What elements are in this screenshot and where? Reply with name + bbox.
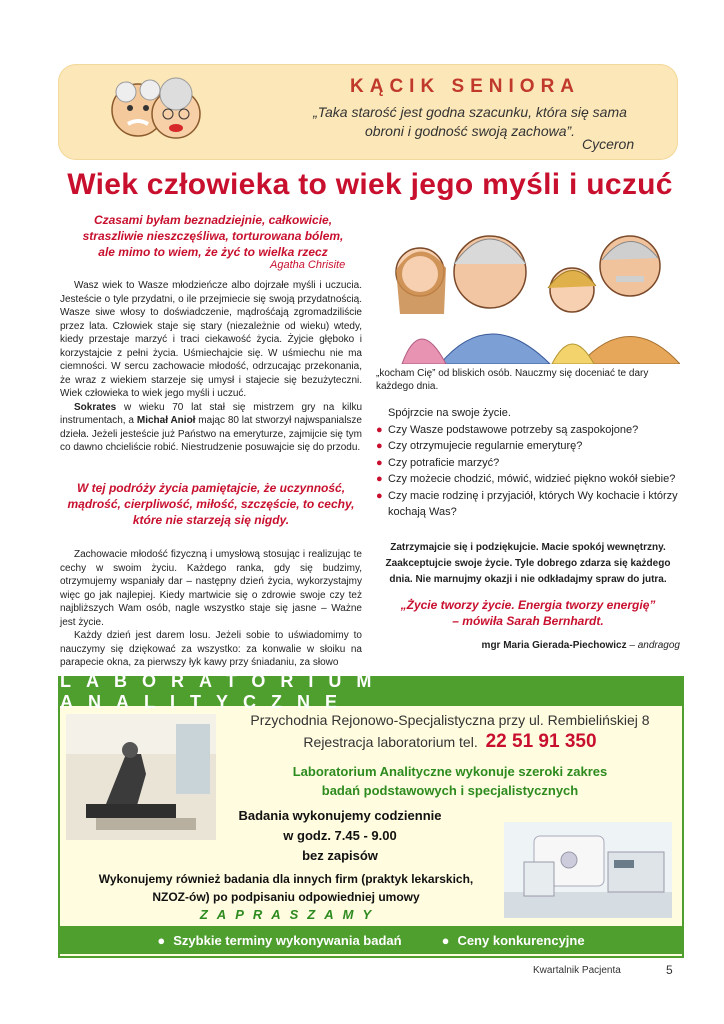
intro-quote bbox=[60, 212, 366, 260]
list-item bbox=[376, 438, 678, 455]
illustration-caption: „kocham Cię” od bliskich osób. Nauczmy się doceniać te dary każdego dnia. bbox=[376, 368, 649, 392]
article-column-top bbox=[60, 279, 362, 455]
intro-quote-line: ale mimo to wiem, że żyć to wielka rzecz bbox=[98, 245, 328, 259]
header-quote-line: obroni i godność swoją zachowa”. bbox=[364, 123, 576, 139]
question-text: Czy macie rodzinę i przyjaciół, których Wy kochacie i którzy kochają Was? bbox=[388, 489, 678, 518]
question-text: Czy możecie chodzić, mówić, widzieć piękno wokół siebie? bbox=[388, 473, 676, 485]
registration-label: Rejestracja laboratorium tel. bbox=[303, 734, 478, 750]
lab-registration bbox=[230, 731, 670, 753]
microscope-photo-icon bbox=[66, 714, 216, 840]
paragraph: Każdy dzień jest darem losu. Jeżeli sobie to uświadomimy to nauczymy się dziękować za wszystko: za konwalie w słoiku na parapecie okna, za pierwszy łyk kawy przy śniadaniu, za słowo bbox=[60, 630, 362, 668]
list-item bbox=[376, 471, 678, 488]
intro-quote-author: Agatha Chrisite bbox=[270, 259, 346, 271]
bernhardt-quote-line: „Życie tworzy życie. Energia tworzy energię” bbox=[400, 598, 656, 612]
phone-number: 22 51 91 350 bbox=[485, 731, 597, 752]
lab-equipment-photo-icon bbox=[504, 822, 672, 918]
lab-other-line: NZOZ-ów) po podpisaniu odpowiedniej umowy bbox=[152, 890, 420, 904]
person-name: Sokrates bbox=[74, 401, 117, 413]
bullet-icon: ● bbox=[376, 489, 383, 502]
bullet-icon: ● bbox=[376, 473, 383, 485]
lab-invite: ZAPRASZAMY bbox=[199, 907, 381, 922]
lab-other-line: Wykonujemy również badania dla innych firm (praktyk lekarskich, bbox=[98, 872, 474, 886]
author-signature bbox=[376, 640, 680, 651]
intro-quote-line: straszliwie nieszczęśliwa, torturowana bólem, bbox=[82, 229, 344, 243]
closing-line: dnia. Nie marnujmy okazji i nie odkładajmy spraw do jutra. bbox=[389, 574, 667, 585]
header-quote-author: Cyceron bbox=[582, 136, 635, 152]
lab-header: LABORATORIUM ANALITYCZNE bbox=[60, 678, 682, 706]
highlight-quote-line: W tej podróży życia pamiętajcie, że uczynność, bbox=[76, 481, 346, 495]
bullet-icon: ● bbox=[157, 932, 166, 948]
question-text: Czy potraficie marzyć? bbox=[388, 456, 500, 469]
lab-footer-text: Szybkie terminy wykonywania badań bbox=[173, 932, 402, 948]
bullet-icon: ● bbox=[376, 440, 383, 452]
lab-footer-item bbox=[442, 933, 585, 948]
lab-footer bbox=[60, 926, 682, 954]
questions-intro: Spójrzcie na swoje życie. bbox=[388, 407, 511, 419]
bernhardt-quote bbox=[376, 597, 680, 629]
article-column-bottom bbox=[60, 548, 362, 670]
person-name: Michał Anioł bbox=[136, 415, 196, 426]
article-title: Wiek człowieka to wiek jego myśli i uczuć bbox=[67, 168, 673, 201]
list-item bbox=[376, 422, 678, 439]
paragraph: Zachowacie młodość fizyczną i umysłową stosując i realizując te cechy w swoim życiu. Każdego ranka, gdy się budzimy, otrzymujemy wspaniały dar – następny dzień życia, wykorzystajmy więc go jak najlepiej. Kiedy martwicie się o zdrowie swoje czy też najbliższych Wam osób, nagle wszystko staje się jasne – Ważne jest życie. bbox=[60, 549, 362, 628]
closing-line: Zatrzymajcie się i podziękujcie. Macie spokój wewnętrzny. bbox=[390, 542, 666, 553]
closing-statement bbox=[376, 540, 680, 588]
highlight-quote bbox=[60, 480, 362, 528]
intro-quote-line: Czasami byłam beznadziejnie, całkowicie, bbox=[93, 213, 333, 227]
question-text: Czy otrzymujecie regularnie emeryturę? bbox=[388, 440, 583, 452]
seniors-cartoon-icon bbox=[100, 70, 210, 150]
lab-scope bbox=[230, 762, 670, 800]
paragraph-text: mając 80 lat stworzył najwspanialsze dzieła. Jeżeli jesteście już Państwo na emeryturze, zajmijcie się tym co dawno chcieliście robić. Niestrudzenie posuwajcie się do przodu. bbox=[60, 415, 362, 453]
family-illustration-icon bbox=[380, 214, 680, 364]
list-item bbox=[376, 488, 678, 521]
bullet-icon: ● bbox=[376, 456, 383, 469]
closing-line: Zaakceptujcie swoje życie. Tyle dobrego zdarza się każdego bbox=[385, 558, 671, 569]
author-name: mgr Maria Gierada-Piechowicz bbox=[481, 640, 627, 651]
highlight-quote-line: mądrość, cierpliwość, miłość, szczęście, to cechy, bbox=[67, 497, 355, 511]
questions-list bbox=[376, 405, 678, 521]
lab-footer-text: Ceny konkurencyjne bbox=[457, 932, 585, 948]
author-role: – andragog bbox=[626, 640, 680, 651]
bullet-icon: ● bbox=[441, 932, 450, 948]
paragraph-text: w wieku 70 lat stał się mistrzem gry na kilku instrumentach, a bbox=[60, 401, 362, 426]
lab-hours-line: Badania wykonujemy codziennie bbox=[238, 808, 442, 823]
lab-hours-line: w godz. 7.45 - 9.00 bbox=[283, 828, 397, 843]
lab-scope-line: Laboratorium Analityczne wykonuje szeroki zakres bbox=[292, 764, 608, 779]
section-title: KĄCIK SENIORA bbox=[350, 76, 581, 97]
lab-hours-line: bez zapisów bbox=[302, 848, 378, 863]
publication-name: Kwartalnik Pacjenta bbox=[533, 965, 621, 976]
paragraph bbox=[60, 401, 362, 455]
bullet-icon: ● bbox=[376, 423, 383, 436]
lab-scope-line: badań podstawowych i specjalistycznych bbox=[321, 783, 579, 798]
lab-other-services bbox=[66, 870, 506, 906]
header-quote-line: „Taka starość jest godna szacunku, która się sama bbox=[313, 104, 627, 120]
lab-address: Przychodnia Rejonowo-Specjalistyczna przy ul. Rembielińskiej 8 bbox=[250, 712, 650, 728]
question-text: Czy Wasze podstawowe potrzeby są zaspokojone? bbox=[388, 423, 639, 436]
lab-footer-item bbox=[157, 933, 401, 948]
highlight-quote-line: które nie starzeją się nigdy. bbox=[132, 513, 290, 527]
paragraph: Wasz wiek to Wasze młodzieńcze albo dojrzałe myśli i uczucia. Jesteście o tyle przydatni, o ile przejmiecie się swoją przydatnością. Wasze siwe włosy to doświadczenie, mądrośćają zgromadziliście przez lata. Człowiek staje się stary (niezależnie od wieku) wtedy, kiedy przestaje marzyć i traci ciekawość życia. Żyjcie głęboko i korzystajcie z pełni życia. Uśmiechajcie się. W uśmiechu nie ma ciemności. W sercu zachowacie młodość, odrzucając przekonania, że wraz z wiekiem starzeje się umysł i stajecie się bezużyteczni. Wiek człowieka to wiek jego myśli i uczuć. bbox=[60, 280, 362, 399]
page-number: 5 bbox=[666, 963, 673, 977]
list-item bbox=[376, 455, 678, 472]
lab-hours bbox=[210, 806, 470, 866]
bernhardt-quote-line: – mówiła Sarah Bernhardt. bbox=[452, 614, 604, 628]
